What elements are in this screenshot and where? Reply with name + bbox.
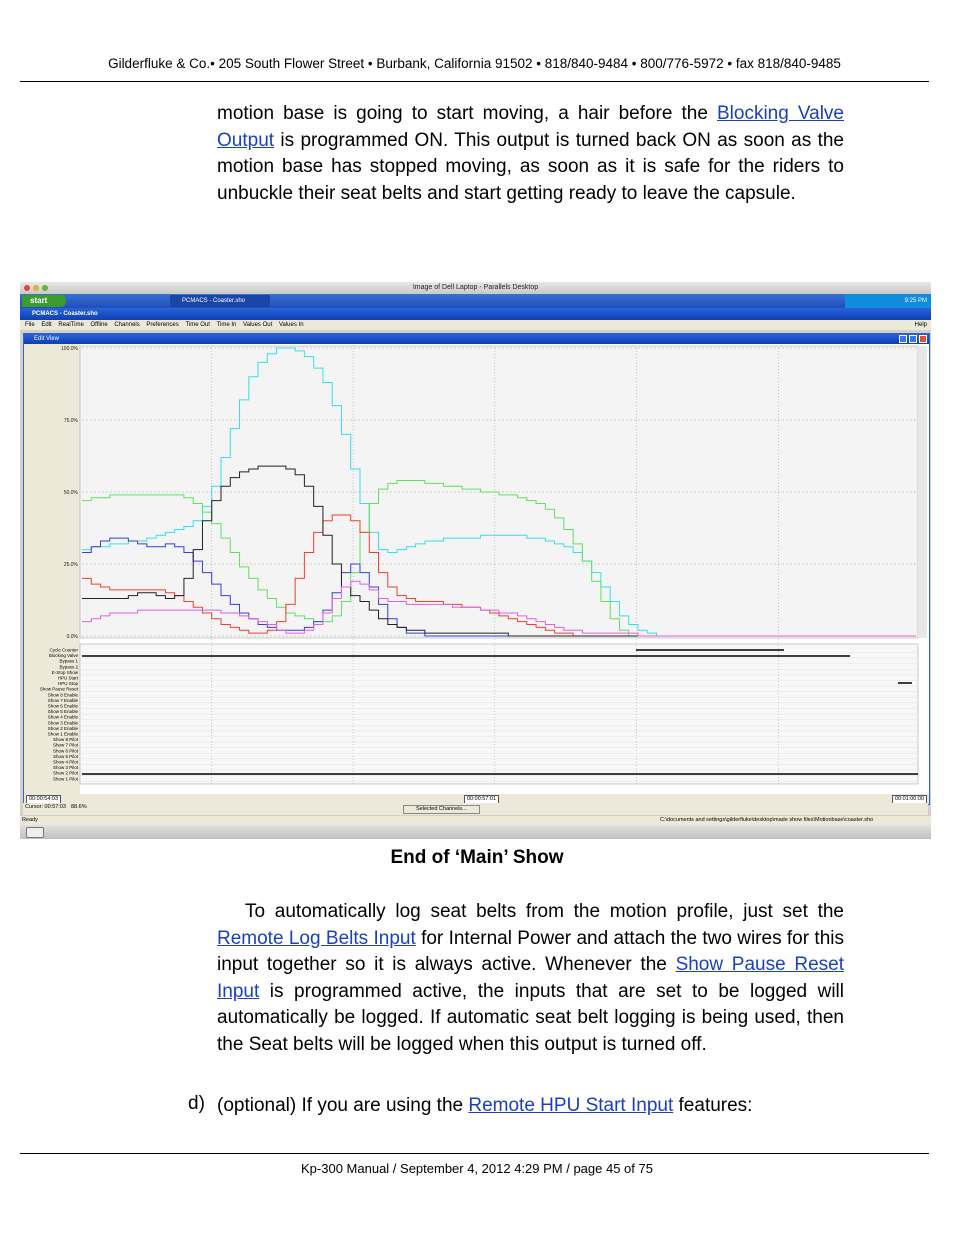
menu-bar <box>20 320 931 330</box>
channel-label[interactable]: Show 5 Pilot <box>52 753 78 759</box>
remote-hpu-start-input-link[interactable]: Remote HPU Start Input <box>468 1095 674 1116</box>
minimize-button[interactable] <box>899 335 907 343</box>
channel-label[interactable]: Show 8 Pilot <box>52 737 78 743</box>
y-tick-label: 75.0% <box>63 418 78 424</box>
app-title-bar: PCMACS - Coaster.sho <box>20 308 931 320</box>
seat-belt-paragraph <box>217 899 844 1058</box>
menu-preferences[interactable]: Preferences <box>146 322 179 328</box>
edit-view-title: Edit View <box>34 336 59 342</box>
mac-minimize-icon[interactable] <box>33 285 39 291</box>
figure-caption: End of ‘Main’ Show <box>390 847 564 868</box>
vertical-scrollbar[interactable] <box>919 346 927 638</box>
intro-text-start: motion base is going to start moving, a hair before the <box>217 103 717 124</box>
mac-zoom-icon[interactable] <box>42 285 48 291</box>
pcmacs-screenshot <box>20 282 931 839</box>
cursor-label: Cursor: 00:57:03 <box>25 804 66 810</box>
list-marker-d: d) <box>188 1093 205 1114</box>
menu-values-in[interactable]: Values In <box>278 322 304 328</box>
mid-time-field[interactable]: 00:00:57:01 <box>464 795 499 804</box>
footer-rule <box>20 1153 929 1154</box>
menu-channels[interactable]: Channels <box>114 322 140 328</box>
maximize-button[interactable] <box>909 335 917 343</box>
channel-label[interactable]: Show 3 Enable <box>47 720 78 726</box>
windows-taskbar <box>20 294 931 308</box>
channel-label[interactable]: Show 1 Pilot <box>52 776 78 782</box>
start-time-field[interactable]: 00:00:54:03 <box>26 795 61 804</box>
channel-label[interactable]: Show 1 Enable <box>47 731 78 737</box>
channel-label[interactable]: Show 6 Pilot <box>52 748 78 754</box>
channel-label[interactable]: Show 2 Enable <box>47 725 78 731</box>
channel-label[interactable]: Show 7 Pilot <box>52 742 78 748</box>
channel-label[interactable]: Show 6 Enable <box>47 703 78 709</box>
channel-label[interactable]: HPU Start <box>57 675 78 681</box>
channel-label[interactable]: E-Stop Show <box>51 669 78 675</box>
channel-label[interactable]: Bypass 1 <box>59 658 78 664</box>
page-footer: Kp-300 Manual / September 4, 2012 4:29 PM / page 45 of 75 <box>301 1161 653 1176</box>
channel-label[interactable]: Show 5 Enable <box>47 709 78 715</box>
end-time-field[interactable]: 00:01:00:00 <box>892 795 927 804</box>
menu-time-in[interactable]: Time In <box>216 322 237 328</box>
channel-label[interactable]: Show Pause Reset <box>39 686 78 692</box>
parallels-title: Image of Dell Laptop - Parallels Desktop <box>412 284 539 291</box>
edit-view-title-bar <box>24 334 929 344</box>
cursor-bar <box>23 803 928 815</box>
channel-label[interactable]: Blocking Valve <box>48 653 78 659</box>
mac-close-icon[interactable] <box>24 285 30 291</box>
remote-log-belts-input-link[interactable]: Remote Log Belts Input <box>217 927 416 949</box>
edit-view-window <box>23 333 930 805</box>
close-button[interactable] <box>919 335 927 343</box>
status-bar <box>20 816 931 825</box>
channel-label[interactable]: Show 8 Enable <box>47 692 78 698</box>
intro-paragraph <box>217 101 844 207</box>
channel-label[interactable]: Cycle Counter <box>49 647 78 653</box>
channel-label[interactable]: HPU Stop <box>57 681 78 687</box>
seat-belt-text-1: To automatically log seat belts from the motion profile, just set the <box>245 901 844 922</box>
start-button[interactable]: start <box>22 295 66 307</box>
parallels-title-bar <box>20 282 931 294</box>
item-d-text-start: (optional) If you are using the <box>217 1095 469 1116</box>
power-icon[interactable] <box>26 827 44 838</box>
channel-label[interactable]: Show 7 Enable <box>47 697 78 703</box>
y-tick-label: 25.0% <box>63 562 78 568</box>
intro-text-end: is programmed ON. This output is turned back ON as soon as the motion base has stopped moving, as soon as it is safe for the riders to unbuckle their seat belts and start getting ready to leave the capsule. <box>217 129 844 204</box>
channel-label[interactable]: Show 2 Pilot <box>52 770 78 776</box>
menu-time-out[interactable]: Time Out <box>185 322 210 328</box>
parallels-bottom-bar <box>20 825 931 839</box>
page-header: Gilderfluke & Co.• 205 South Flower Street • Burbank, California 91502 • 818/840-9484 • 800/776-5972 • fax 818/840-9485 <box>108 56 841 71</box>
channel-label[interactable]: Show 3 Pilot <box>52 765 78 771</box>
y-tick-label: 50.0% <box>63 490 78 496</box>
cursor-value: 88.6% <box>71 804 87 810</box>
menu-file[interactable]: File <box>25 322 35 328</box>
channel-label[interactable]: Bypass 2 <box>59 664 78 670</box>
menu-offline[interactable]: Offline <box>90 322 108 328</box>
system-tray-clock: 9:25 PM <box>845 294 931 308</box>
y-tick-label: 0.0% <box>66 634 78 640</box>
header-rule <box>20 81 929 82</box>
taskbar-item-pcmacs[interactable]: PCMACS - Coaster.sho <box>170 295 270 307</box>
channel-graph[interactable] <box>24 344 929 794</box>
item-d-paragraph <box>217 1093 844 1120</box>
status-ready: Ready <box>22 817 38 823</box>
selected-channels-button[interactable]: Selected Channels... <box>403 805 480 814</box>
blocking-valve-output-link[interactable]: Blocking Valve Output <box>217 103 844 151</box>
seat-belt-text-3: is programmed active, the inputs that are set to be logged will automatically be logged. If automatic seat belt logging is being used, then the Seat belts will be logged when this output is turned off. <box>217 980 844 1055</box>
channel-label[interactable]: Show 4 Enable <box>47 714 78 720</box>
menu-values-out[interactable]: Values Out <box>243 322 273 328</box>
menu-help[interactable]: Help <box>914 322 927 328</box>
channel-label[interactable]: Show 4 Pilot <box>52 759 78 765</box>
show-pause-reset-input-link[interactable]: Show Pause Reset Input <box>217 954 845 1002</box>
menu-realtime[interactable]: RealTime <box>58 322 84 328</box>
item-d-text-end: features: <box>673 1095 753 1116</box>
status-file-path: C:\documents and settings\gilderfluke\desktop\made show files\Motionbase\coaster.sho <box>660 817 874 823</box>
menu-edit[interactable]: Edit <box>41 322 52 328</box>
seat-belt-text-2: for Internal Power and attach the two wires for this input together so it is always active. Whenever the <box>217 927 844 975</box>
y-tick-label: 100.0% <box>61 346 78 352</box>
